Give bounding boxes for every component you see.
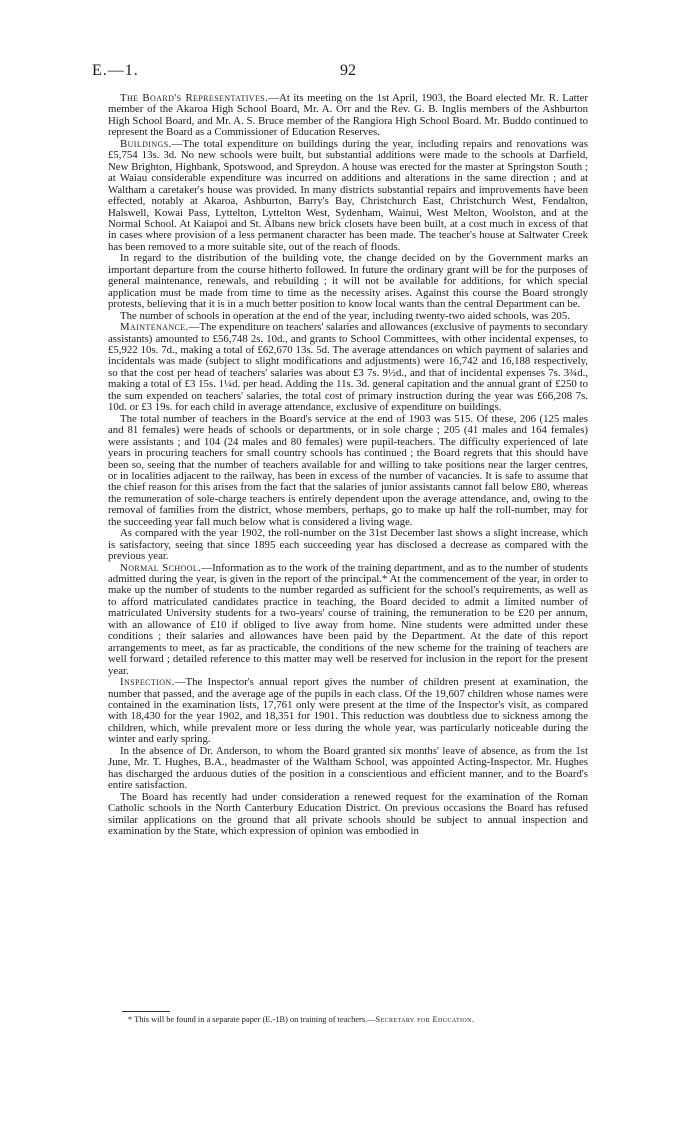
paragraph	[108, 746, 588, 792]
paragraph-heading: The Board's Representatives.	[120, 92, 269, 104]
paragraph	[108, 322, 588, 414]
paragraph	[108, 528, 588, 562]
paragraph	[108, 139, 588, 254]
paragraph-heading: Buildings.	[120, 137, 172, 150]
paragraph	[108, 93, 588, 139]
footnote-signature: Secretary for Education.	[375, 1015, 475, 1024]
paragraph-text: —The Inspector's annual report gives the number of children present at examination, the number that passed, and the average age of the pupils in each class. Of the 19,607 children whose names were contained in the examination lists, 17,761 only were present at the time of the Inspector's visit, as compared with 18,430 for the year 1902, and 18,351 for 1901. This reduction was doubtless due to sickness among the children, which, while prevalent more or less during the whole year, was particularly noticeable during the winter and early spring.	[108, 676, 588, 746]
paragraph-text: In regard to the distribution of the building vote, the change decided on by the Government marks an important departure from the course hitherto followed. In future the ordinary grant will be for the purposes of general maintenance, renewals, and rebuilding ; it will not be available for additions, for which special application must be made from time to time as the necessity arises. Against this course the Board strongly protests, believing that it is in a much better position to know local wants than the central Department can be.	[108, 252, 588, 311]
paragraph-heading: Maintenance.	[120, 321, 189, 334]
paragraph-text: —The expenditure on teachers' salaries and allowances (exclusive of payments to secondary assistants) amounted to £56,748 2s. 10d., and grants to School Committees, with other incidental expenses, to £5,922 10s. 7d., making a total of £62,670 13s. 5d. The average attendances on which payment of salaries and incidentals was made (subject to slight modifications and adjustments) were 16,742 and 16,188 respectively, so that the cost per head of teachers' salaries was about £3 7s. 9½d., and that of incidental expenses 7s. 3¾d., making a total of £3 15s. 1¼d. per head. Adding the 11s. 3d. general capitation and the annual grant of £250 to the sum expended on teachers' salaries, the total cost of primary instruction during the year was £66,208 7s. 10d. or £3 19s. for each child in average attendance, exclusive of expenditure on buildings.	[108, 321, 588, 414]
paragraph	[108, 677, 588, 746]
section-reference: E.—1.	[92, 62, 139, 79]
paragraph-text: —Information as to the work of the training department, and as to the number of students admitted during the year, is given in the report of the principal.* At the commencement of the year, in order to make up the number of students to the number regarded as sufficient for the school's requirements, as well as to afford matriculated candidates practice in teaching, the Board decided to admit a limited number of matriculated University students for a two-years' course of training, the remuneration to be £20 per annum, with an allowance of £10 if obliged to live away from home. Nine students were admitted under these conditions ; their salaries and allowances have been paid by the Department. At the date of this report arrangements to meet, as far as practicable, the conditions of the new scheme for the training of teachers are well forward ; detailed reference to this matter may well be reserved for inclusion in the report for the present year.	[108, 561, 588, 677]
paragraph	[108, 792, 588, 838]
footnote	[128, 1015, 588, 1025]
footnote-text: * This will be found in a separate paper (E.-1B) on training of teachers.—	[128, 1015, 376, 1024]
paragraph-heading: Inspection.	[120, 676, 175, 689]
page-number: 92	[340, 62, 356, 79]
paragraph-text: The number of schools in operation at the end of the year, including twenty-two aided schools, was 205.	[120, 309, 570, 322]
paragraph-text: As compared with the year 1902, the roll-number on the 31st December last shows a slight increase, which is satisfactory, seeing that since 1895 each succeeding year has disclosed a decrease as compared with the previous year.	[108, 527, 588, 563]
paragraph-text: The total number of teachers in the Board's service at the end of 1903 was 515. Of these, 206 (125 males and 81 females) were heads of schools or departments, or in sole charge ; 205 (41 males and 164 females) were assistants ; and 104 (24 males and 80 females) were pupil-teachers. The difficulty experienced of late years in procuring teachers for small country schools has continued ; the Board regrets that this should have been so, seeing that the number of teachers available for and willing to take positions near the larger centres, or in localities adjacent to the railway, has been in excess of the number of vacancies. It is safe to assume that the chief reason for this arises from the fact that the salaries of junior assistants cannot fall below £80, whereas the remuneration of sole-charge teachers is entirely dependent upon the average attendance, and, owing to the removal of families from the district, whose members, perhaps, go to make up half the roll-number, may for the succeeding year fall much below what is considered a living wage.	[108, 412, 588, 528]
paragraph-text: —At its meeting on the 1st April, 1903, the Board elected Mr. R. Latter member of the Akaroa High School Board, Mr. A. Orr and the Rev. G. B. Inglis members of the Ashburton High School Board, and Mr. A. S. Bruce member of the Rangiora High School Board. Mr. Buddo continued to represent the Board as a Commissioner of Education Reserves.	[108, 92, 589, 139]
body-text	[108, 93, 588, 837]
paragraph	[108, 253, 588, 310]
paragraph	[108, 563, 588, 678]
footnote-rule	[122, 1011, 170, 1012]
paragraph-heading: Normal School.	[120, 561, 202, 574]
paragraph	[108, 414, 588, 529]
paragraph-text: In the absence of Dr. Anderson, to whom the Board granted six months' leave of absence, as from the 1st June, Mr. T. Hughes, B.A., headmaster of the Waltham School, was appointed Acting-Inspector. Mr. Hughes has discharged the arduous duties of the position in a conscientious and efficient manner, and to the Board's entire satisfaction.	[108, 744, 588, 792]
paragraph-text: The Board has recently had under consideration a renewed request for the examination of the Roman Catholic schools in the North Canterbury Education District. On previous occasions the Board has refused similar applications on the ground that all private schools should be subject to annual inspection and examination by the State, which expression of opinion was embodied in	[108, 790, 588, 837]
paragraph-text: —The total expenditure on buildings during the year, including repairs and renovations was £5,754 13s. 3d. No new schools were built, but substantial additions were made to the schools at Darfield, New Brighton, Highbank, Spotswood, and Spreydon. A house was erected for the master at Springston South ; at Waiau considerable expenditure was incurred on additions and alterations in the same direction ; and at Waltham a caretaker's house was provided. In many districts substantial repairs and improvements have been effected, notably at Akaroa, Ashburton, Barry's Bay, Christchurch East, Christchurch West, Fendalton, Halswell, Kowai Pass, Lyttelton, Lyttelton West, Sydenham, Wainui, West Melton, Woolston, and at the Normal School. At Kaiapoi and St. Albans new brick closets have been built, at a cost much in excess of that in cases where provision of a less permanent character has been made. The teacher's house at Saltwater Creek has been removed to a more suitable site, out of the reach of floods.	[108, 137, 588, 253]
